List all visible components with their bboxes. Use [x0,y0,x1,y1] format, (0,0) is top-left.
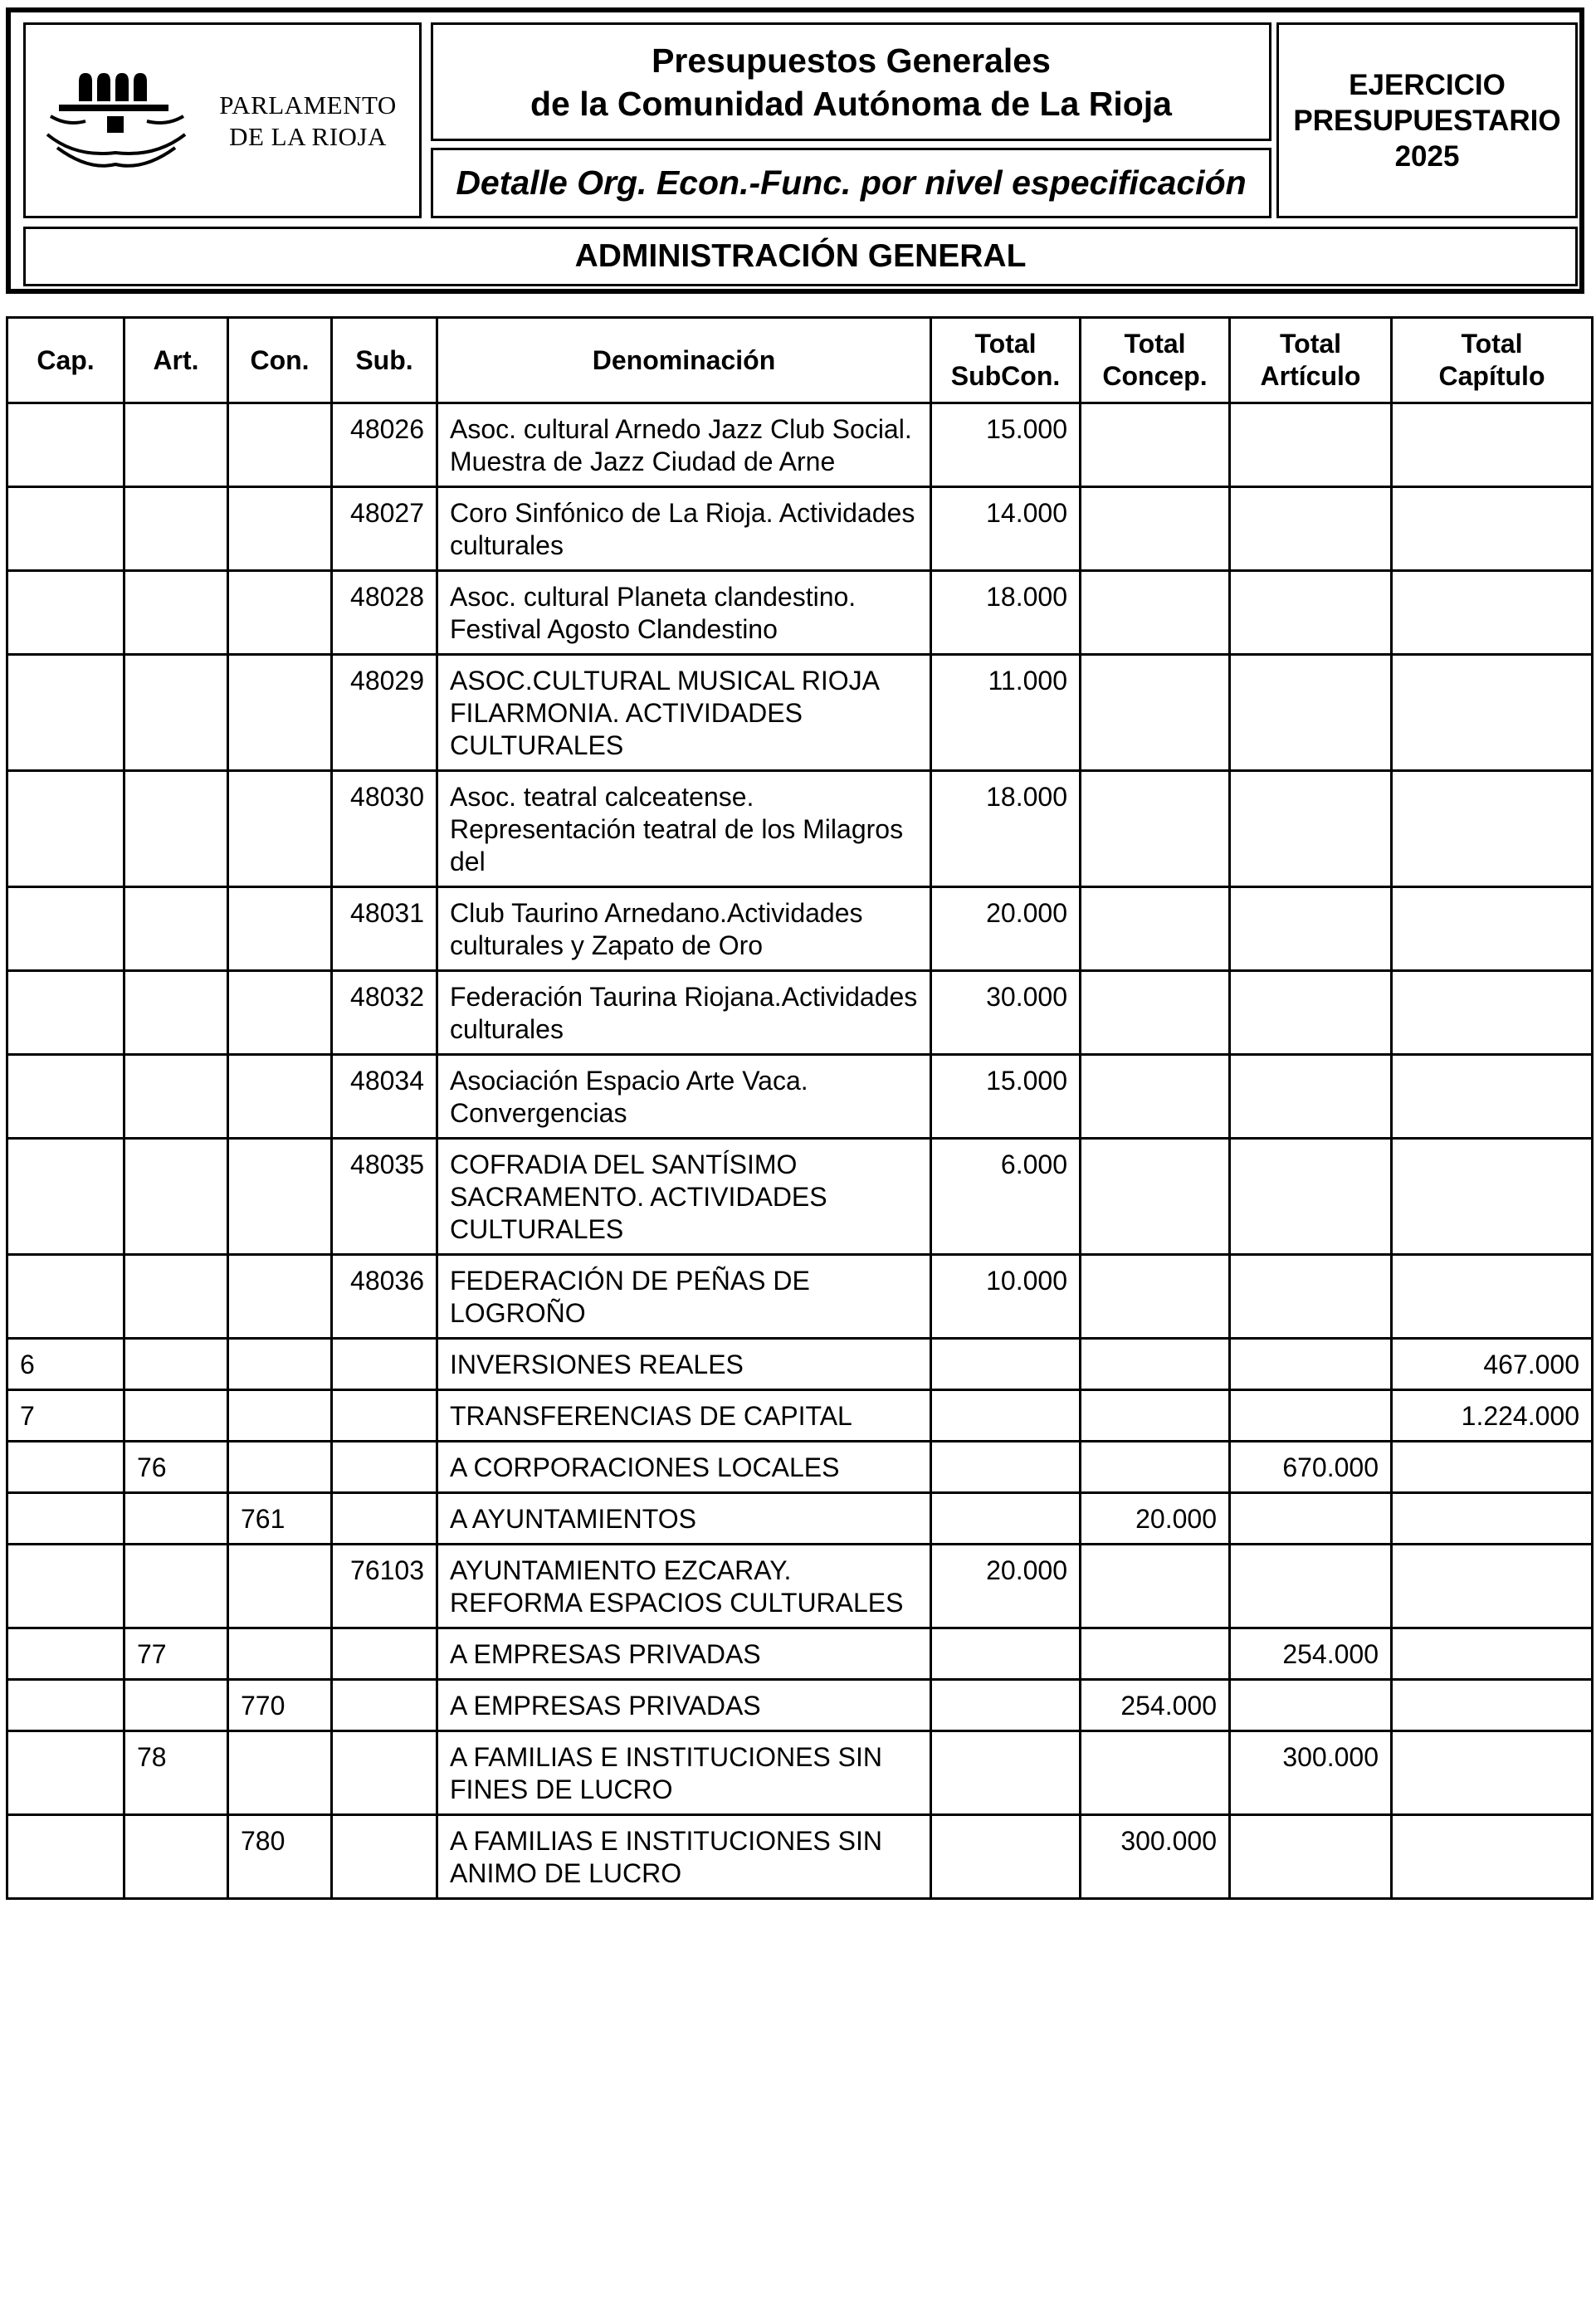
cell-subconcepto-code [332,1680,437,1731]
document-header [6,7,1584,294]
cell-total-articulo [1230,487,1392,571]
cell-total-capitulo [1392,655,1593,771]
cell-total-concepto [1081,655,1230,771]
cell-articulo-code [124,1339,228,1390]
cell-subconcepto-code: 48032 [332,971,437,1055]
cell-subconcepto-code [332,1339,437,1390]
table-row [7,971,1593,1055]
cell-capitulo-code [7,1493,124,1545]
cell-total-concepto [1081,403,1230,487]
cell-denominacion: COFRADIA DEL SANTÍSIMO SACRAMENTO. ACTIVIDADES CULTURALES [437,1139,931,1255]
cell-concepto-code [228,1255,332,1339]
cell-total-capitulo [1392,1442,1593,1493]
table-row [7,1139,1593,1255]
table-row [7,1055,1593,1139]
cell-total-capitulo [1392,1680,1593,1731]
column-header-art: Art. [124,318,228,403]
parliament-name [204,90,412,153]
table-header-row [7,318,1593,403]
cell-total-articulo [1230,1815,1392,1899]
cell-concepto-code [228,571,332,655]
cell-capitulo-code: 7 [7,1390,124,1442]
cell-total-articulo: 670.000 [1230,1442,1392,1493]
cell-subconcepto-code: 48035 [332,1139,437,1255]
cell-denominacion: A AYUNTAMIENTOS [437,1493,931,1545]
cell-capitulo-code [7,1545,124,1628]
cell-capitulo-code: 6 [7,1339,124,1390]
table-row [7,403,1593,487]
column-header-total-capitulo-line2: Capítulo [1438,361,1545,391]
cell-subconcepto-code: 48036 [332,1255,437,1339]
table-row [7,487,1593,571]
cell-capitulo-code [7,403,124,487]
cell-denominacion: Federación Taurina Riojana.Actividades culturales [437,971,931,1055]
cell-total-capitulo: 1.224.000 [1392,1390,1593,1442]
cell-total-articulo [1230,655,1392,771]
cell-concepto-code [228,887,332,971]
cell-total-concepto [1081,1339,1230,1390]
parliament-name-line2: DE LA RIOJA [229,122,387,151]
cell-articulo-code [124,1545,228,1628]
cell-articulo-code [124,971,228,1055]
cell-total-subconcepto: 30.000 [931,971,1081,1055]
cell-total-capitulo: 467.000 [1392,1339,1593,1390]
cell-total-articulo [1230,771,1392,887]
cell-articulo-code [124,887,228,971]
cell-capitulo-code [7,1628,124,1680]
cell-articulo-code [124,1493,228,1545]
cell-concepto-code [228,403,332,487]
cell-denominacion: FEDERACIÓN DE PEÑAS DE LOGROÑO [437,1255,931,1339]
cell-total-subconcepto: 18.000 [931,571,1081,655]
cell-subconcepto-code [332,1442,437,1493]
exercise-line2: PRESUPUESTARIO [1293,104,1561,137]
cell-concepto-code: 770 [228,1680,332,1731]
cell-total-articulo [1230,1493,1392,1545]
cell-total-subconcepto [931,1390,1081,1442]
cell-articulo-code [124,487,228,571]
parliament-name-line1: PARLAMENTO [219,90,397,120]
cell-capitulo-code [7,1731,124,1815]
cell-denominacion: Coro Sinfónico de La Rioja. Actividades culturales [437,487,931,571]
cell-total-concepto [1081,1442,1230,1493]
cell-concepto-code [228,1390,332,1442]
cell-articulo-code [124,1390,228,1442]
cell-capitulo-code [7,571,124,655]
cell-total-subconcepto: 15.000 [931,403,1081,487]
cell-capitulo-code [7,1442,124,1493]
cell-denominacion: Asociación Espacio Arte Vaca. Convergencias [437,1055,931,1139]
cell-capitulo-code [7,887,124,971]
cell-denominacion: Asoc. teatral calceatense. Representación teatral de los Milagros del [437,771,931,887]
cell-total-capitulo [1392,1731,1593,1815]
cell-total-concepto [1081,771,1230,887]
cell-subconcepto-code [332,1628,437,1680]
column-header-denominacion: Denominación [437,318,931,403]
column-header-total-capitulo [1392,318,1593,403]
cell-capitulo-code [7,487,124,571]
cell-total-subconcepto [931,1680,1081,1731]
cell-total-articulo [1230,403,1392,487]
cell-total-subconcepto: 15.000 [931,1055,1081,1139]
cell-subconcepto-code: 48034 [332,1055,437,1139]
budget-table-body [7,403,1593,1899]
cell-total-subconcepto [931,1339,1081,1390]
cell-subconcepto-code: 48027 [332,487,437,571]
cell-denominacion: ASOC.CULTURAL MUSICAL RIOJA FILARMONIA. ACTIVIDADES CULTURALES [437,655,931,771]
title-line1: Presupuestos Generales [652,41,1051,80]
cell-total-capitulo [1392,1815,1593,1899]
cell-concepto-code: 761 [228,1493,332,1545]
cell-concepto-code [228,1339,332,1390]
cell-total-articulo: 300.000 [1230,1731,1392,1815]
cell-total-capitulo [1392,1545,1593,1628]
table-row [7,1680,1593,1731]
cell-total-capitulo [1392,571,1593,655]
cell-total-subconcepto [931,1493,1081,1545]
cell-total-capitulo [1392,1139,1593,1255]
cell-capitulo-code [7,1139,124,1255]
parliament-emblem-icon [42,66,192,174]
cell-total-articulo: 254.000 [1230,1628,1392,1680]
table-row [7,1731,1593,1815]
table-row [7,887,1593,971]
column-header-sub: Sub. [332,318,437,403]
cell-capitulo-code [7,655,124,771]
cell-capitulo-code [7,971,124,1055]
exercise-year: 2025 [1394,139,1460,173]
column-header-total-articulo-line2: Artículo [1260,361,1361,391]
table-row [7,1815,1593,1899]
cell-total-subconcepto: 11.000 [931,655,1081,771]
cell-denominacion: INVERSIONES REALES [437,1339,931,1390]
cell-total-articulo [1230,1680,1392,1731]
cell-total-capitulo [1392,771,1593,887]
cell-articulo-code [124,1680,228,1731]
cell-total-subconcepto: 18.000 [931,771,1081,887]
cell-denominacion: AYUNTAMIENTO EZCARAY. REFORMA ESPACIOS CULTURALES [437,1545,931,1628]
cell-concepto-code [228,487,332,571]
cell-total-subconcepto [931,1628,1081,1680]
column-header-total-subcon-line1: Total [974,329,1037,359]
cell-total-articulo [1230,1339,1392,1390]
section-title-text: ADMINISTRACIÓN GENERAL [574,238,1027,274]
cell-total-concepto [1081,1731,1230,1815]
cell-total-capitulo [1392,1628,1593,1680]
cell-subconcepto-code: 48031 [332,887,437,971]
cell-total-concepto [1081,1628,1230,1680]
cell-subconcepto-code [332,1390,437,1442]
cell-total-articulo [1230,1055,1392,1139]
budget-table [6,316,1594,1900]
cell-total-articulo [1230,887,1392,971]
cell-articulo-code [124,655,228,771]
cell-total-concepto: 300.000 [1081,1815,1230,1899]
cell-total-capitulo [1392,1493,1593,1545]
column-header-total-concep-line2: Concep. [1102,361,1208,391]
cell-subconcepto-code: 76103 [332,1545,437,1628]
cell-total-capitulo [1392,971,1593,1055]
cell-concepto-code [228,1139,332,1255]
cell-total-subconcepto [931,1815,1081,1899]
cell-total-subconcepto: 20.000 [931,887,1081,971]
cell-total-articulo [1230,1545,1392,1628]
cell-total-capitulo [1392,887,1593,971]
cell-total-concepto [1081,1139,1230,1255]
cell-denominacion: A CORPORACIONES LOCALES [437,1442,931,1493]
cell-concepto-code [228,655,332,771]
table-row [7,1339,1593,1390]
cell-subconcepto-code [332,1493,437,1545]
cell-articulo-code: 77 [124,1628,228,1680]
cell-total-subconcepto [931,1442,1081,1493]
cell-denominacion: A EMPRESAS PRIVADAS [437,1628,931,1680]
cell-capitulo-code [7,771,124,887]
cell-concepto-code: 780 [228,1815,332,1899]
cell-total-concepto [1081,1545,1230,1628]
table-row [7,1390,1593,1442]
cell-capitulo-code [7,1680,124,1731]
table-row [7,1545,1593,1628]
table-row [7,1255,1593,1339]
cell-articulo-code: 78 [124,1731,228,1815]
cell-total-concepto [1081,1055,1230,1139]
cell-concepto-code [228,1545,332,1628]
cell-total-capitulo [1392,487,1593,571]
parliament-logo-box [23,22,422,218]
cell-denominacion: Asoc. cultural Planeta clandestino. Festival Agosto Clandestino [437,571,931,655]
cell-denominacion: Club Taurino Arnedano.Actividades culturales y Zapato de Oro [437,887,931,971]
column-header-total-concep [1081,318,1230,403]
cell-total-articulo [1230,1139,1392,1255]
column-header-total-articulo-line1: Total [1279,329,1342,359]
cell-subconcepto-code: 48029 [332,655,437,771]
table-row [7,771,1593,887]
column-header-cap: Cap. [7,318,124,403]
table-row [7,1442,1593,1493]
cell-capitulo-code [7,1255,124,1339]
cell-total-subconcepto: 6.000 [931,1139,1081,1255]
cell-articulo-code [124,771,228,887]
column-header-total-subcon-line2: SubCon. [950,361,1061,391]
cell-articulo-code: 76 [124,1442,228,1493]
cell-denominacion: A FAMILIAS E INSTITUCIONES SIN ANIMO DE LUCRO [437,1815,931,1899]
cell-subconcepto-code: 48026 [332,403,437,487]
cell-total-subconcepto [931,1731,1081,1815]
document-subtitle [431,148,1271,218]
cell-subconcepto-code: 48030 [332,771,437,887]
cell-concepto-code [228,1628,332,1680]
cell-total-capitulo [1392,1255,1593,1339]
cell-concepto-code [228,1731,332,1815]
cell-articulo-code [124,1815,228,1899]
cell-total-concepto [1081,571,1230,655]
cell-total-concepto: 254.000 [1081,1680,1230,1731]
cell-total-concepto [1081,1255,1230,1339]
cell-subconcepto-code: 48028 [332,571,437,655]
cell-total-concepto [1081,971,1230,1055]
cell-total-concepto [1081,1390,1230,1442]
cell-articulo-code [124,1055,228,1139]
cell-total-concepto [1081,487,1230,571]
cell-articulo-code [124,571,228,655]
section-title [23,227,1578,286]
cell-total-concepto [1081,887,1230,971]
table-row [7,655,1593,771]
title-line2: de la Comunidad Autónoma de La Rioja [530,84,1172,123]
cell-total-subconcepto: 20.000 [931,1545,1081,1628]
cell-denominacion: TRANSFERENCIAS DE CAPITAL [437,1390,931,1442]
cell-denominacion: A FAMILIAS E INSTITUCIONES SIN FINES DE LUCRO [437,1731,931,1815]
cell-total-articulo [1230,1390,1392,1442]
cell-concepto-code [228,771,332,887]
exercise-line1: EJERCICIO [1349,68,1506,101]
cell-capitulo-code [7,1815,124,1899]
cell-total-capitulo [1392,1055,1593,1139]
column-header-con: Con. [228,318,332,403]
cell-total-capitulo [1392,403,1593,487]
cell-total-articulo [1230,571,1392,655]
cell-total-concepto: 20.000 [1081,1493,1230,1545]
subtitle-text: Detalle Org. Econ.-Func. por nivel especificación [456,164,1247,202]
cell-total-articulo [1230,1255,1392,1339]
budget-exercise [1276,22,1578,218]
cell-articulo-code [124,403,228,487]
cell-total-articulo [1230,971,1392,1055]
cell-concepto-code [228,1442,332,1493]
cell-total-subconcepto: 10.000 [931,1255,1081,1339]
cell-denominacion: Asoc. cultural Arnedo Jazz Club Social. Muestra de Jazz Ciudad de Arne [437,403,931,487]
column-header-total-capitulo-line1: Total [1461,329,1523,359]
cell-capitulo-code [7,1055,124,1139]
cell-subconcepto-code [332,1815,437,1899]
cell-denominacion: A EMPRESAS PRIVADAS [437,1680,931,1731]
column-header-total-subcon [931,318,1081,403]
table-row [7,1628,1593,1680]
cell-articulo-code [124,1139,228,1255]
table-row [7,1493,1593,1545]
cell-concepto-code [228,1055,332,1139]
cell-concepto-code [228,971,332,1055]
cell-total-subconcepto: 14.000 [931,487,1081,571]
cell-articulo-code [124,1255,228,1339]
table-row [7,571,1593,655]
cell-subconcepto-code [332,1731,437,1815]
column-header-total-articulo [1230,318,1392,403]
document-title [431,22,1271,141]
column-header-total-concep-line1: Total [1124,329,1186,359]
